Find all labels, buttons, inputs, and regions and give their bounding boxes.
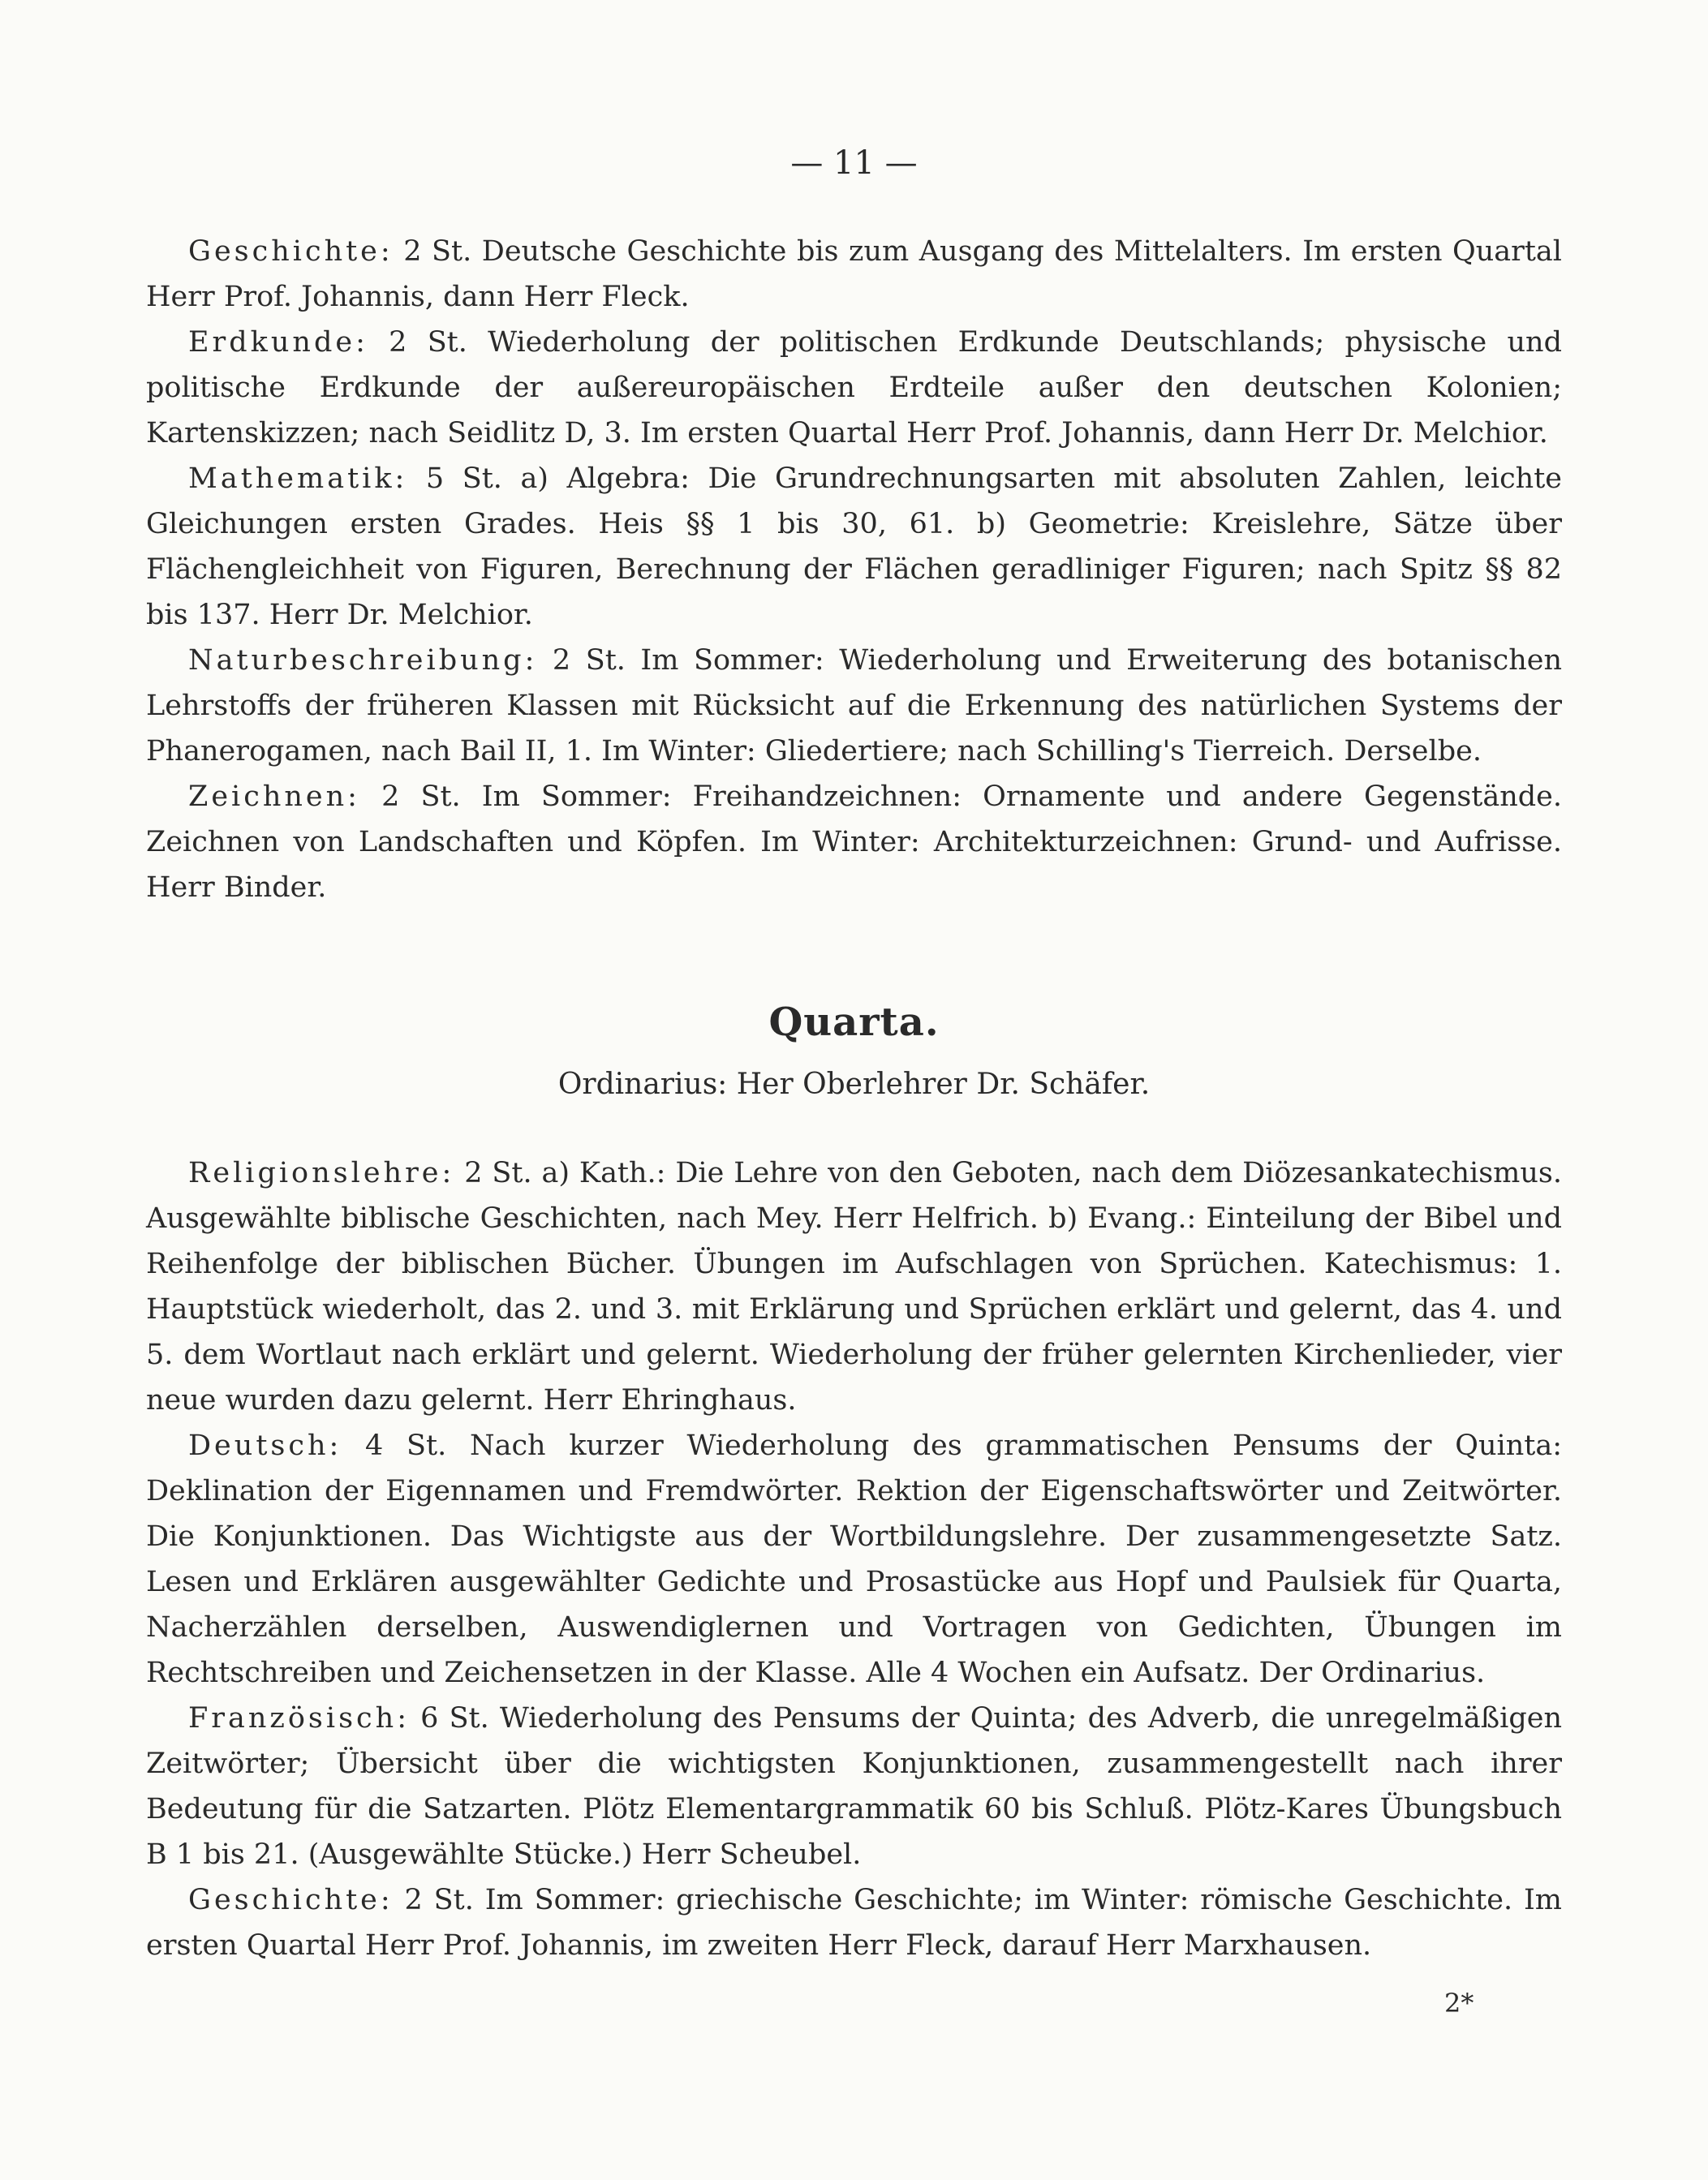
page-number: — 11 — [790,144,918,182]
subject-label: Religionslehre: [188,1157,455,1189]
paragraph-text: 6 St. Wiederholung des Pensums der Quinta; des Adverb, die unregelmäßigen Zeitwörter; Übersicht über die wichtigsten Konjunktionen, zusammengestellt nach ihrer Bedeutung für die Satzarten. Plötz Elementargrammatik 60 bis Schluß. Plötz-Kares Übungsbuch B 1 bis 21. (Ausgewählte Stücke.) Herr Scheubel. [146,1702,1562,1871]
section-title: Quarta. [768,1000,940,1045]
subject-label: Mathematik: [188,462,408,495]
sheet-signature: 2* [1444,1988,1474,2019]
upper-section [146,229,1562,910]
subject-label: Naturbeschreibung: [188,644,538,677]
lower-section [146,1150,1562,1968]
subject-label: Französisch: [188,1702,410,1735]
paragraph-religionslehre [146,1150,1562,1423]
section-subtitle: Ordinarius: Her Oberlehrer Dr. Schäfer. [557,1068,1151,1101]
paragraph-zeichnen [146,774,1562,910]
subject-label: Erdkunde: [188,326,368,359]
subject-label: Geschichte: [188,1884,394,1916]
subject-label: Geschichte: [188,235,394,268]
paragraph-text: 4 St. Nach kurzer Wiederholung des grammatischen Pensums der Quinta: Deklination der Eigennamen und Fremdwörter. Rektion der Eigenschaftswörter und Zeitwörter. Die Konjunktionen. Das Wichtigste aus der Wortbildungslehre. Der zusammengesetzte Satz. Lesen und Erklären ausgewählter Gedichte und Prosastücke aus Hopf und Paulsiek für Quarta, Nacherzählen derselben, Auswendiglernen und Vortragen von Gedichten, Übungen im Rechtschreiben und Zeichensetzen in der Klasse. Alle 4 Wochen ein Aufsatz. Der Ordinarius. [146,1430,1562,1689]
paragraph-text: 2 St. a) Kath.: Die Lehre von den Geboten, nach dem Diözesankatechismus. Ausgewählte biblische Geschichten, nach Mey. Herr Helfrich. b) Evang.: Einteilung der Bibel und Reihenfolge der biblischen Bücher. Übungen im Aufschlagen von Sprüchen. Katechismus: 1. Hauptstück wiederholt, das 2. und 3. mit Erklärung und Sprüchen erklärt und gelernt, das 4. und 5. dem Wortlaut nach erklärt und gelernt. Wiederholung der früher gelernten Kirchenlieder, vier neue wurden dazu gelernt. Herr Ehringhaus. [146,1157,1562,1417]
paragraph-text: 5 St. a) Algebra: Die Grundrechnungsarten mit absoluten Zahlen, leichte Gleichungen ersten Grades. Heis §§ 1 bis 30, 61. b) Geometrie: Kreislehre, Sätze über Flächengleichheit von Figuren, Berechnung der Flächen geradliniger Figuren; nach Spitz §§ 82 bis 137. Herr Dr. Melchior. [146,462,1562,631]
paragraph-text: 2 St. Im Sommer: Wiederholung und Erweiterung des botanischen Lehrstoffs der früheren Klassen mit Rücksicht auf die Erkennung des natürlichen Systems der Phanerogamen, nach Bail II, 1. Im Winter: Gliedertiere; nach Schilling's Tierreich. Derselbe. [146,644,1562,768]
paragraph-geschichte-quarta [146,1877,1562,1968]
paragraph-naturbeschreibung [146,638,1562,774]
subject-label: Zeichnen: [188,780,360,813]
paragraph-deutsch [146,1423,1562,1696]
subject-label: Deutsch: [188,1430,342,1462]
paragraph-mathematik [146,456,1562,638]
paragraph-franzoesisch [146,1696,1562,1877]
paragraph-text: 2 St. Wiederholung der politischen Erdkunde Deutschlands; physische und politische Erdkunde der außereuropäischen Erdteile außer den deutschen Kolonien; Kartenskizzen; nach Seidlitz D, 3. Im ersten Quartal Herr Prof. Johannis, dann Herr Dr. Melchior. [146,326,1562,449]
paragraph-erdkunde [146,320,1562,456]
paragraph-geschichte [146,229,1562,320]
paragraph-text: 2 St. Im Sommer: Freihandzeichnen: Ornamente und andere Gegenstände. Zeichnen von Landschaften und Köpfen. Im Winter: Architekturzeichnen: Grund- und Aufrisse. Herr Binder. [146,780,1562,904]
paragraph-text: 2 St. Deutsche Geschichte bis zum Ausgang des Mittelalters. Im ersten Quartal Herr Prof. Johannis, dann Herr Fleck. [146,235,1562,313]
paragraph-text: 2 St. Im Sommer: griechische Geschichte; im Winter: römische Geschichte. Im ersten Quartal Herr Prof. Johannis, im zweiten Herr Fleck, darauf Herr Marxhausen. [146,1884,1562,1962]
